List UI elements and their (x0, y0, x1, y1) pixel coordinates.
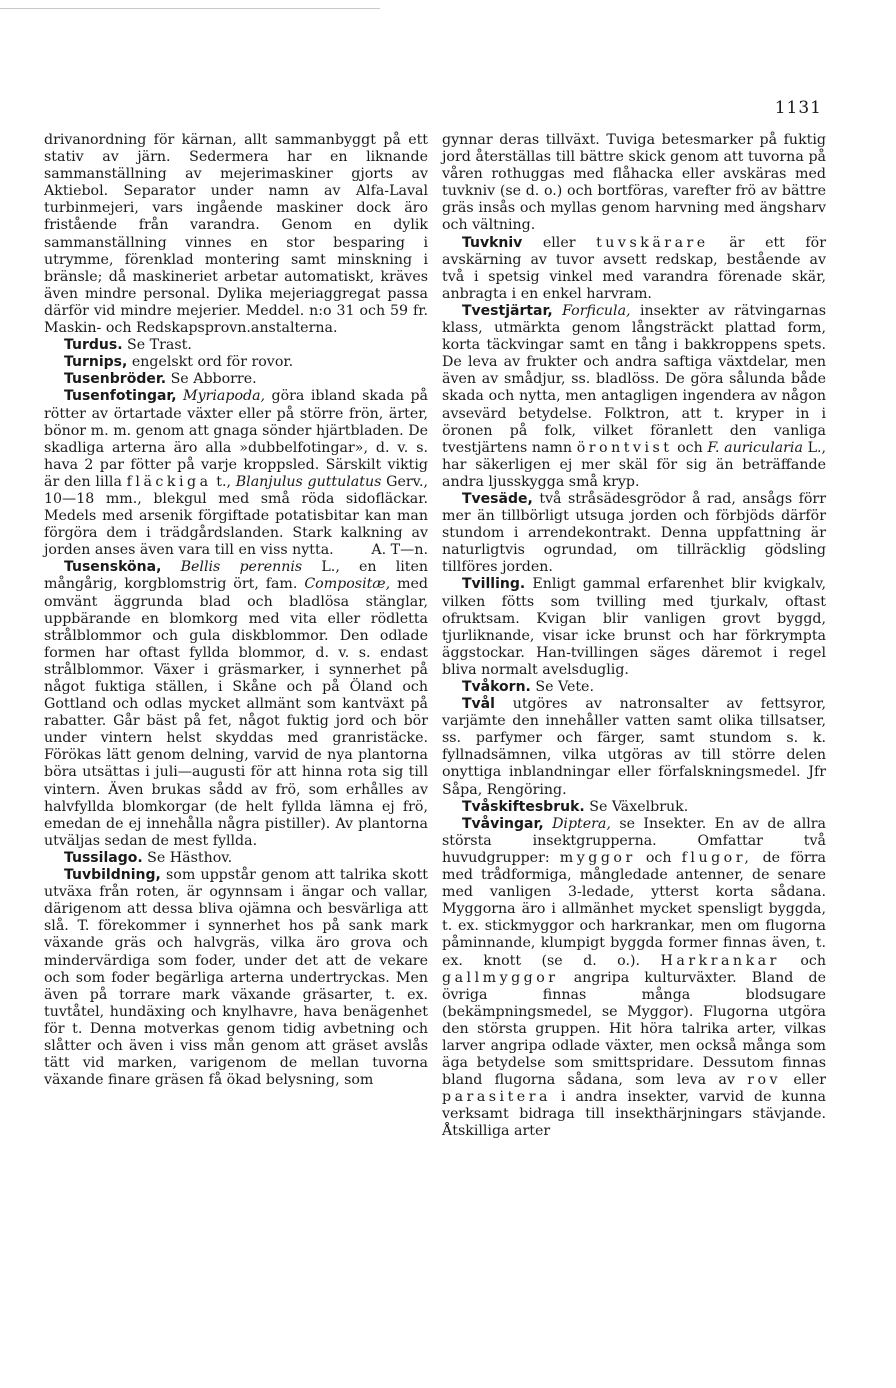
entry-text: insekter av rätvingarnas klass, utmärkta genom långsträckt plattad form, korta täckvingar samt en tång i bakkroppens spets. De leva av frukter och andra saftiga växtdelar, men även av smådjur, ss. bladlöss. De göra sålunda både skada och nytta, men antagligen ingendera av någon avsevärd betydelse. Folktron, att t. kryper in i öronen på folk, vilket föranlett den vanliga tvestjärtens namn (442, 302, 826, 456)
entry-tussilago (44, 850, 428, 867)
latin-name: Myriapoda, (183, 388, 266, 405)
headword: Turnips, (64, 354, 128, 371)
headword: Tvestjärtar, (462, 302, 553, 319)
headword: Tuvkniv (462, 234, 523, 251)
entry-turdus (44, 337, 428, 354)
headword: Tussilago. (64, 849, 143, 866)
spaced-term: tuvskärare (596, 234, 709, 251)
entry-text: Se Trast. (127, 337, 192, 354)
spaced-term: parasitera (442, 1089, 551, 1106)
entry-text: i andra insekter, varvid de kunna verksamt bidraga till insekthärjningars stävjande. Åtskilliga arter (442, 1089, 826, 1140)
entry-text: t., (216, 473, 231, 490)
spaced-term: Harkrankar (660, 952, 780, 969)
headword: Tusensköna, (64, 559, 162, 576)
continuation-text: gynnar deras tillväxt. Tuviga betesmarker på fuktig jord återställas till bättre skick genom att tuvorna på våren rothuggas med flåhacka eller avskäras med tuvkniv (se d. o.) och bortföras, varefter frö av bättre gräs insås och myllas genom harvning med ängsharv och vältning. (442, 132, 826, 234)
headword: Tvåvingar, (462, 815, 544, 832)
entry-tvaskiftesbruk (442, 799, 826, 816)
latin-name: F. auricularia (707, 439, 803, 456)
latin-name: Forficula, (562, 302, 631, 319)
headword: Tusenfotingar, (64, 388, 177, 405)
entry-text: och (645, 849, 672, 866)
entry-text: eller (793, 1072, 826, 1089)
entry-tval (442, 696, 826, 799)
latin-name: Bellis perennis (180, 559, 303, 576)
entry-text: med omvänt äggrunda blad och bladlösa stänglar, uppbärande en blomkorg med vita eller rödletta strålblommor och gula diskblommor. Den odlade formen har oftast fyllda blommor, d. v. s. endast strålblommor. Växer i gräsmarker, i synnerhet på något fuktiga ställen, i Skåne och på Öland och Gottland och odlas mycket allmänt som kantväxt på rabatter. Går bäst på fet, något fuktig jord och bör under vintern helst skyddas med granristäcke. Förökas lätt genom delning, varvid de nya plantorna böra utsättas i juli—augusti för att hinna rota sig till vintern. Även brukas sådd av frö, som erhålles av halvfyllda blomkorgar (de helt fyllda lämna ej frö, emedan de ej innehålla några pistiller). Av plantorna utväljas sedan de mest fyllda. (44, 576, 428, 849)
entry-tvavingar (442, 816, 826, 1141)
spaced-term: rov (747, 1072, 782, 1089)
entry-text: Se Abborre. (170, 371, 257, 388)
entry-tuvbildning (44, 867, 428, 1089)
entry-text: de förra med trådformiga, mångledade antenner, de senare med vanligen 3-ledade, ytterst korta sådana. Myggorna äro i allmänhet mycket spensligt byggda, t. ex. stickmyggor och harkrankar, men om flugorna påminnande, klumpigt byggda former finnas även, t. ex. knott (se d. o.). (442, 849, 827, 969)
entry-text: Gerv., 10—18 mm., blekgul med små röda sidofläckar. Medels med arsenik förgiftade potatisbitar kan man förgöra dem i trädgårdslanden. Stark kalkning av jorden anses även vara till en viss nytta. (44, 473, 428, 559)
entry-text: göra ibland skada på rötter av örtartade växter eller på större frön, ärter, bönor m. m. genom att gnaga sönder hjärtbladen. De skadliga arterna äro alla »dubbelfotingar», d. v. s. hava 2 par fötter på varje kroppsled. Särskilt viktig är den lilla (44, 388, 429, 490)
entry-text: Se Vete. (535, 679, 594, 695)
latin-name: Diptera, (552, 815, 611, 832)
entry-text: Se Växelbruk. (589, 798, 689, 815)
entry-text: två stråsädesgrödor å rad, ansågs förr mer än tillbörligt utsuga jorden och förbjöds därför stundom i arrendekontrakt. Denna uppfattning är naturligtvis ogrundad, om tillräcklig gödsling tillföres jorden. (442, 490, 826, 576)
top-scan-rule (0, 8, 380, 9)
spaced-term: flugor, (681, 849, 753, 866)
entry-turnips (44, 354, 428, 371)
entry-tusenfotingar (44, 388, 428, 559)
entry-text: och (800, 952, 826, 969)
entry-text: är ett för avskärning av tuvor avsett redskap, bestående av två i spetsig vinkel med varandra förenade skär, anbragta i en enkel harvram. (442, 234, 826, 302)
entry-text: L., har säkerligen ej mer skäl för sig än beträffande andra ljusskygga små kryp. (442, 439, 827, 490)
entry-text: och (677, 439, 703, 456)
entry-text: som uppstår genom att talrika skott utväxa från roten, är ogynnsam i ängar och vallar, därigenom att dessa bliva ojämna och besvärliga att slå. T. förekommer i synnerhet hos på sank mark växande gräs och halvgräs, vilka äro grova och mindervärdiga som foder, under det att de vekare och som foder begärliga arterna undertryckas. Men även på torrare mark växande gräsarter, t. ex. tuvtåtel, hundäxing och knylhavre, hava benägenhet för t. Denna motverkas genom tidig avbetning och slåtter och även i viss mån genom att gräset avslås tätt vid marken, varigenom de mellan tuvorna växande finare gräsen få ökad belysning, som (44, 867, 428, 1089)
spaced-term: gallmyggor (442, 969, 559, 986)
headword: Tvåskiftesbruk. (462, 798, 585, 815)
headword: Tvesäde, (462, 490, 533, 507)
entry-text: engelskt ord för rovor. (131, 354, 294, 371)
entry-tusenskona (44, 559, 428, 850)
entry-text: Se Hästhov. (147, 849, 233, 866)
continuation-text: drivanordning för kärnan, allt sammanbyggt på ett stativ av järn. Sedermera har en liknande sammanställning av mejerimaskiner gjorts av Aktiebol. Separator under namn av Alfa-Laval turbinmejeri, vars ingående maskiner dock äro fristående från varandra. Genom en dylik sammanställning vinnes en stor besparing i utrymme, förenklad montering samt minskning i bränsle; då maskineriet arbetar automatiskt, kräves även mindre personal. Dylika mejeriaggregat passa därför vid mindre mejerier. Meddel. n:o 31 och 59 fr. Maskin- och Redskapsprovn.anstalterna. (44, 132, 428, 337)
author-signature: A. T—n. (371, 542, 428, 559)
entry-text: angripa kulturväxter. Bland de övriga finnas många blodsugare (bekämpningsmedel, se Myggor). Flugorna utgöra den största gruppen. Hit höra talrika arter, vilkas larver angripa odlade växter, men också många som äga betydelse som smittspridare. Dessutom finnas bland flugorna sådana, som leva av (442, 969, 826, 1089)
entry-tvestjartar (442, 303, 826, 491)
entry-text: Enligt gammal erfarenhet blir kvigkalv, vilken fötts som tvilling med tjurkalv, oftast ofruktsam. Kvigan blir vanligen grovt byggd, tjurliknande, visar icke brunst och har förkrympta äggstockar. Han-tvillingen säges däremot i regel bliva normalt avelsduglig. (442, 576, 826, 678)
headword: Tvål (462, 696, 495, 713)
spaced-term: örontvist (576, 439, 673, 456)
entry-tuvkniv (442, 235, 826, 303)
entry-tvakorn (442, 679, 826, 696)
spaced-term: myggor (559, 849, 636, 866)
latin-name: Blanjulus guttulatus (235, 473, 382, 490)
entry-text: utgöres av natronsalter av fettsyror, varjämte den innehåller vatten samt olika tillsatser, ss. parfymer och färger, samt stundom s. k. fyllnadsämnen, vilka utgöras av till större delen onyttiga inblandningar eller förfalskningsmedel. Jfr Såpa, Rengöring. (442, 696, 826, 798)
headword: Tuvbildning, (64, 867, 161, 884)
headword: Tvåkorn. (462, 679, 531, 695)
page-number: 1131 (774, 98, 822, 118)
entry-tusenbroder (44, 371, 428, 388)
right-column (442, 132, 826, 1141)
entry-tvilling (442, 576, 826, 679)
entry-text: eller (542, 234, 576, 251)
entry-text: se Insekter. En av de allra största insektgrupperna. Omfattar två huvudgrupper: (442, 815, 827, 866)
headword: Tvilling. (462, 576, 526, 593)
latin-name: Compositæ, (304, 576, 391, 593)
entry-text: L., en liten mångårig, korgblomstrig ört, fam. (44, 559, 429, 593)
entry-tvesade (442, 491, 826, 576)
headword: Tusenbröder. (64, 371, 167, 388)
headword: Turdus. (64, 337, 123, 354)
spaced-term: fläckiga (126, 473, 212, 490)
left-column (44, 132, 428, 1089)
